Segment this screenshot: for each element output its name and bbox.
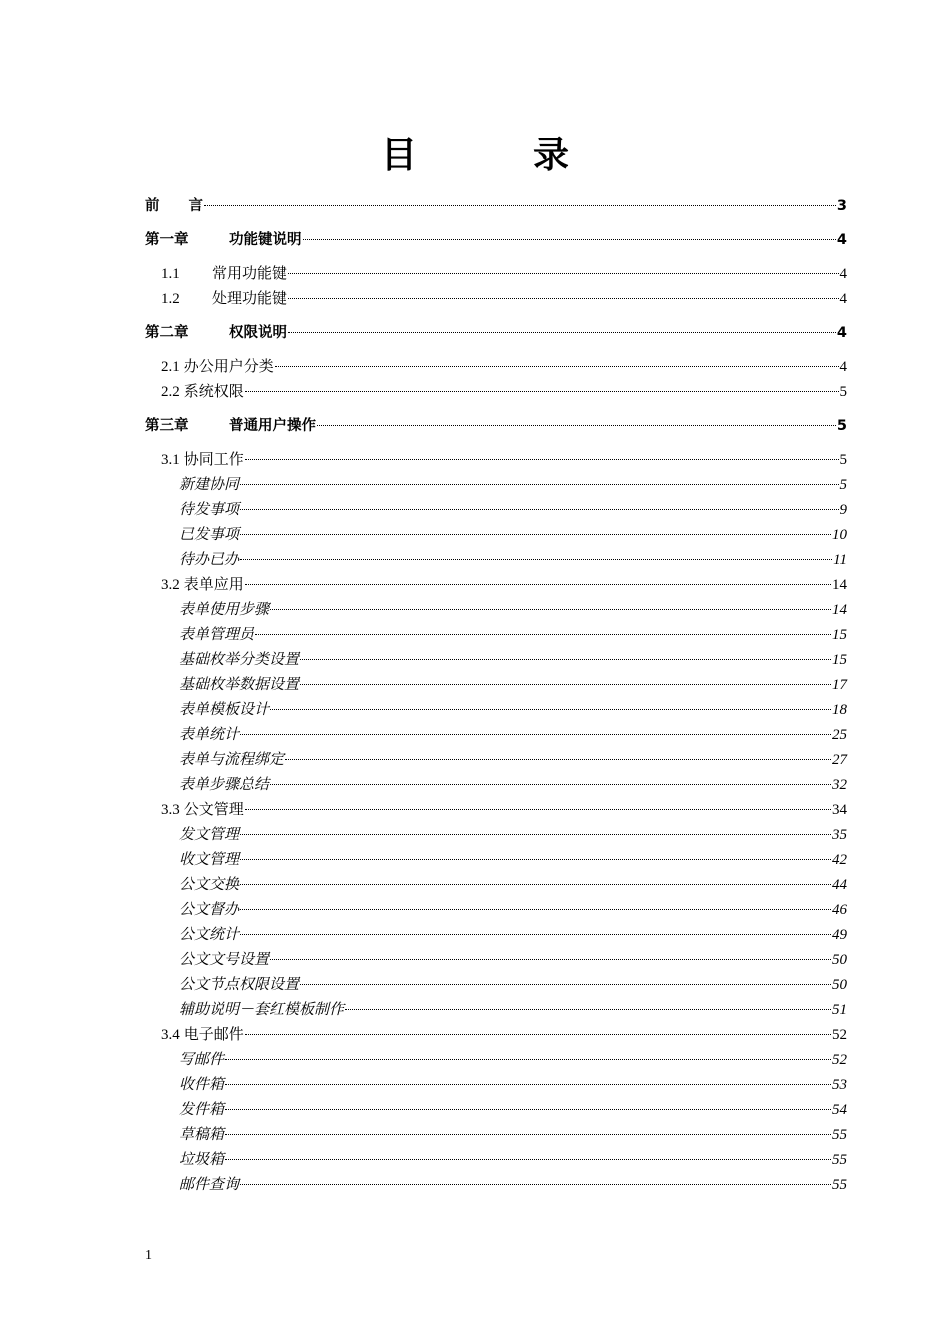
dot-leader: [240, 534, 831, 535]
toc-entry-page: 50: [832, 952, 847, 968]
dot-leader: [240, 734, 831, 735]
toc-entry-page: 55: [832, 1127, 847, 1143]
page-title: 目 录: [380, 135, 609, 176]
toc-entry-label: 公文督办: [179, 902, 240, 918]
toc-entry-number: 第二章: [145, 325, 189, 341]
toc-entry-label: 发文管理: [179, 827, 240, 843]
dot-leader: [245, 1034, 831, 1035]
toc-entry[interactable]: [145, 414, 847, 439]
dot-leader: [245, 459, 839, 460]
toc-entry-page: 5: [839, 384, 847, 400]
toc-entry[interactable]: [145, 355, 847, 380]
toc-entry-label: 待发事项: [179, 502, 240, 518]
toc-entry[interactable]: [145, 648, 847, 673]
toc-entry[interactable]: [145, 194, 847, 219]
toc-entry[interactable]: [145, 573, 847, 598]
toc-entry-page: 55: [832, 1152, 847, 1168]
toc-entry-label: 系统权限: [183, 384, 244, 400]
dot-leader: [288, 298, 838, 299]
toc-entry-page: 14: [832, 602, 847, 618]
toc-entry-label: 表单使用步骤: [179, 602, 270, 618]
toc-entry-label: 公文节点权限设置: [179, 977, 300, 993]
toc-entry[interactable]: [145, 380, 847, 405]
toc-entry-page: 4: [839, 291, 847, 307]
toc-entry-label: 办公用户分类: [183, 359, 274, 375]
toc-entry-page: 17: [832, 677, 847, 693]
toc-entry-page: 54: [832, 1102, 847, 1118]
toc-entry[interactable]: [145, 1123, 847, 1148]
toc-entry-label: 邮件查询: [179, 1177, 240, 1193]
dot-leader: [240, 859, 831, 860]
dot-leader: [275, 366, 839, 367]
toc-entry[interactable]: [145, 448, 847, 473]
toc-entry-page: 27: [832, 752, 847, 768]
toc-entry-page: 44: [832, 877, 847, 893]
toc-entry-number: 1.1: [161, 266, 180, 282]
toc-entry[interactable]: [145, 262, 847, 287]
toc-entry-page: 4: [839, 359, 847, 375]
toc-entry-page: 5: [836, 418, 847, 434]
toc-entry-page: 35: [832, 827, 847, 843]
dot-leader: [225, 1159, 831, 1160]
toc-entry[interactable]: [145, 473, 847, 498]
table-of-contents: [145, 194, 847, 1198]
toc-entry-label: 公文管理: [183, 802, 244, 818]
toc-entry-label: 基础枚举分类设置: [179, 652, 300, 668]
toc-entry[interactable]: [145, 598, 847, 623]
dot-leader: [270, 609, 831, 610]
toc-entry-page: 52: [832, 1052, 847, 1068]
toc-entry-label: 公文文号设置: [179, 952, 270, 968]
toc-entry-page: 51: [832, 1002, 847, 1018]
toc-entry[interactable]: [145, 948, 847, 973]
toc-entry-label: 已发事项: [179, 527, 240, 543]
toc-entry-page: 15: [832, 652, 847, 668]
toc-entry[interactable]: [145, 723, 847, 748]
toc-entry-page: 4: [836, 325, 847, 341]
toc-entry[interactable]: [145, 698, 847, 723]
toc-entry-label: 收件箱: [179, 1077, 225, 1093]
page-number: 1: [145, 1248, 152, 1263]
dot-leader: [204, 205, 836, 206]
toc-entry-page: 52: [832, 1027, 847, 1043]
toc-entry[interactable]: [145, 998, 847, 1023]
toc-entry-label: 草稿箱: [179, 1127, 225, 1143]
dot-leader: [245, 584, 831, 585]
dot-leader: [300, 684, 831, 685]
dot-leader: [270, 709, 831, 710]
toc-entry-number: 1.2: [161, 291, 180, 307]
dot-leader: [240, 909, 831, 910]
toc-entry-number: 第三章: [145, 418, 189, 434]
dot-leader: [240, 834, 831, 835]
dot-leader: [240, 484, 838, 485]
toc-entry-label: 辅助说明－套红模板制作: [179, 1002, 345, 1018]
toc-entry-page: 50: [832, 977, 847, 993]
dot-leader: [345, 1009, 831, 1010]
dot-leader: [300, 659, 831, 660]
dot-leader: [285, 759, 831, 760]
toc-entry-number: 3.1: [161, 452, 180, 468]
dot-leader: [300, 984, 831, 985]
dot-leader: [240, 884, 831, 885]
dot-leader: [245, 391, 839, 392]
toc-entry-number: 2.2: [161, 384, 180, 400]
toc-entry-page: 49: [832, 927, 847, 943]
toc-entry[interactable]: [145, 228, 847, 253]
toc-entry[interactable]: [145, 1148, 847, 1173]
toc-entry-label: 写邮件: [179, 1052, 225, 1068]
toc-entry-page: 3: [836, 198, 847, 214]
toc-entry-page: 5: [839, 452, 847, 468]
toc-entry-page: 25: [832, 727, 847, 743]
dot-leader: [225, 1134, 831, 1135]
toc-entry-label: 常用功能键: [212, 266, 288, 282]
toc-entry[interactable]: [145, 498, 847, 523]
toc-entry-page: 34: [832, 802, 847, 818]
toc-entry[interactable]: [145, 848, 847, 873]
toc-entry-page: 53: [832, 1077, 847, 1093]
toc-entry[interactable]: [145, 773, 847, 798]
toc-entry-label: 新建协同: [179, 477, 240, 493]
dot-leader: [270, 959, 831, 960]
toc-entry-label: 功能键说明: [229, 232, 302, 248]
toc-entry-page: 9: [839, 502, 847, 518]
toc-entry-page: 14: [832, 577, 847, 593]
toc-entry-label: 前 言: [145, 198, 203, 214]
toc-entry-page: 46: [832, 902, 847, 918]
dot-leader: [270, 784, 831, 785]
dot-leader: [240, 1184, 831, 1185]
toc-entry[interactable]: [145, 1048, 847, 1073]
dot-leader: [317, 425, 836, 426]
toc-entry-number: 第一章: [145, 232, 189, 248]
toc-entry[interactable]: [145, 548, 847, 573]
toc-entry-label: 表单步骤总结: [179, 777, 270, 793]
toc-entry[interactable]: [145, 798, 847, 823]
toc-entry-number: 3.4: [161, 1027, 180, 1043]
toc-entry-label: 权限说明: [229, 325, 287, 341]
toc-entry-number: 3.3: [161, 802, 180, 818]
toc-entry-page: 10: [832, 527, 847, 543]
toc-entry-label: 收文管理: [179, 852, 240, 868]
toc-entry-label: 表单模板设计: [179, 702, 270, 718]
toc-entry-label: 基础枚举数据设置: [179, 677, 300, 693]
toc-entry-label: 垃圾箱: [179, 1152, 225, 1168]
dot-leader: [225, 1109, 831, 1110]
dot-leader: [255, 634, 831, 635]
dot-leader: [240, 559, 832, 560]
toc-entry-label: 表单与流程绑定: [179, 752, 285, 768]
dot-leader: [288, 273, 838, 274]
toc-entry-page: 32: [832, 777, 847, 793]
toc-entry[interactable]: [145, 321, 847, 346]
dot-leader: [225, 1084, 831, 1085]
toc-entry-number: 2.1: [161, 359, 180, 375]
toc-entry-page: 4: [836, 232, 847, 248]
toc-entry-label: 待办已办: [179, 552, 240, 568]
toc-entry-page: 55: [832, 1177, 847, 1193]
toc-entry-label: 公文统计: [179, 927, 240, 943]
toc-entry[interactable]: [145, 1073, 847, 1098]
toc-entry-label: 表单应用: [183, 577, 244, 593]
toc-entry-page: 15: [832, 627, 847, 643]
toc-entry[interactable]: [145, 923, 847, 948]
toc-entry[interactable]: [145, 1173, 847, 1198]
toc-entry-label: 发件箱: [179, 1102, 225, 1118]
toc-entry[interactable]: [145, 623, 847, 648]
toc-entry[interactable]: [145, 673, 847, 698]
toc-entry[interactable]: [145, 1098, 847, 1123]
toc-entry-page: 5: [839, 477, 847, 493]
toc-entry-page: 42: [832, 852, 847, 868]
dot-leader: [245, 809, 831, 810]
dot-leader: [303, 239, 836, 240]
dot-leader: [225, 1059, 831, 1060]
toc-entry-label: 表单管理员: [179, 627, 255, 643]
toc-entry-label: 电子邮件: [183, 1027, 244, 1043]
dot-leader: [240, 509, 838, 510]
toc-entry[interactable]: [145, 523, 847, 548]
toc-entry-label: 公文交换: [179, 877, 240, 893]
toc-entry[interactable]: [145, 1023, 847, 1048]
toc-entry[interactable]: [145, 287, 847, 312]
dot-leader: [288, 332, 836, 333]
toc-entry-label: 表单统计: [179, 727, 240, 743]
toc-entry-label: 普通用户操作: [229, 418, 316, 434]
toc-entry[interactable]: [145, 973, 847, 998]
toc-entry-page: 18: [832, 702, 847, 718]
dot-leader: [240, 934, 831, 935]
toc-entry-label: 协同工作: [183, 452, 244, 468]
toc-entry-page: 4: [839, 266, 847, 282]
toc-entry-label: 处理功能键: [212, 291, 288, 307]
toc-entry[interactable]: [145, 898, 847, 923]
toc-entry-page: 11: [833, 552, 847, 568]
toc-entry-number: 3.2: [161, 577, 180, 593]
toc-entry[interactable]: [145, 748, 847, 773]
toc-entry[interactable]: [145, 873, 847, 898]
toc-entry[interactable]: [145, 823, 847, 848]
